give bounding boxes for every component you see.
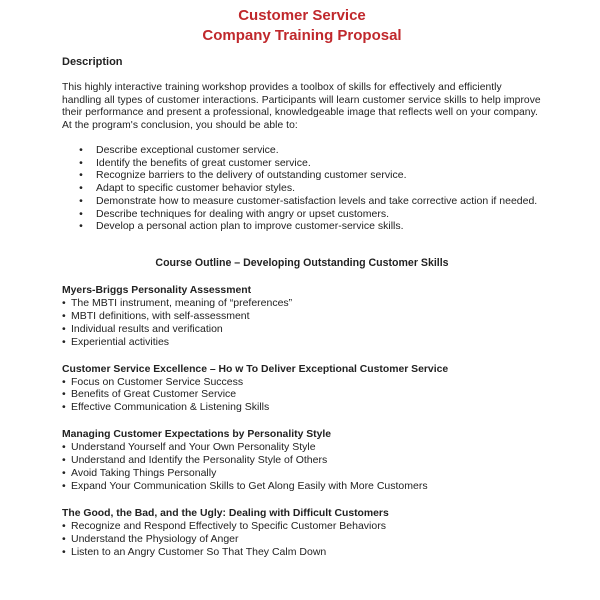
- section-service-excellence: [62, 363, 542, 415]
- objective-text: Develop a personal action plan to improve customer-service skills.: [96, 220, 404, 233]
- bullet-icon: •: [62, 467, 66, 480]
- topic-text: Understand Yourself and Your Own Personality Style: [71, 441, 316, 454]
- bullet-icon: •: [79, 169, 83, 182]
- bullet-icon: •: [62, 335, 66, 348]
- list-item: [62, 480, 542, 493]
- list-item: [62, 310, 542, 323]
- section-topic-list: [62, 520, 542, 559]
- section-topic-list: [62, 441, 542, 493]
- title-line-2: Company Training Proposal: [202, 27, 402, 44]
- topic-text: MBTI definitions, with self-assessment: [71, 309, 250, 322]
- bullet-icon: •: [62, 401, 66, 414]
- topic-text: The MBTI instrument, meaning of “preferences”: [71, 296, 293, 309]
- bullet-icon: •: [62, 454, 66, 467]
- topic-text: Focus on Customer Service Success: [71, 375, 244, 388]
- list-item: [76, 144, 542, 157]
- title-line-1: Customer Service: [238, 7, 366, 24]
- objective-text: Describe exceptional customer service.: [96, 144, 279, 156]
- objective-text: Adapt to specific customer behavior styles.: [96, 182, 296, 195]
- description-heading: Description: [62, 56, 123, 68]
- document-title: [62, 6, 542, 46]
- topic-text: Benefits of Great Customer Service: [71, 388, 237, 401]
- objective-text: Describe techniques for dealing with angry or upset customers.: [96, 207, 389, 220]
- section-managing-expectations: [62, 428, 542, 493]
- list-item: [62, 467, 542, 480]
- list-item: [62, 376, 542, 389]
- bullet-icon: •: [62, 532, 66, 545]
- list-item: [76, 182, 542, 195]
- section-topic-list: [62, 297, 542, 349]
- topic-text: Recognize and Respond Effectively to Specific Customer Behaviors: [71, 519, 386, 532]
- bullet-icon: •: [62, 322, 66, 335]
- section-heading: Myers-Briggs Personality Assessment: [62, 284, 252, 296]
- list-item: [62, 336, 542, 349]
- description-paragraph: This highly interactive training workshop provides a toolbox of skills for effectively and efficiently handling all types of customer interactions. Participants will learn customer service skills to help improve their performance and present a professional, knowledgeable image that reflects well on your company. At the program's conclusion, you should be able to:: [62, 82, 541, 131]
- bullet-icon: •: [79, 194, 83, 207]
- topic-text: Listen to an Angry Customer So That They Calm Down: [71, 545, 327, 558]
- list-item: [62, 388, 542, 401]
- section-myers-briggs: [62, 284, 542, 349]
- list-item: [62, 520, 542, 533]
- bullet-icon: •: [79, 144, 83, 156]
- course-outline-title: Course Outline – Developing Outstanding Customer Skills: [155, 256, 449, 269]
- list-item: [62, 401, 542, 414]
- list-item: [76, 169, 542, 182]
- topic-text: Individual results and verification: [71, 322, 223, 335]
- section-heading: Customer Service Excellence – Ho w To Deliver Exceptional Customer Service: [62, 363, 449, 375]
- list-item: [76, 220, 542, 233]
- bullet-icon: •: [62, 441, 66, 454]
- bullet-icon: •: [62, 309, 66, 322]
- objectives-list: [76, 144, 542, 233]
- topic-text: Understand the Physiology of Anger: [71, 532, 239, 545]
- topic-text: Avoid Taking Things Personally: [71, 467, 217, 480]
- bullet-icon: •: [62, 519, 66, 532]
- section-topic-list: [62, 376, 542, 415]
- objective-text: Demonstrate how to measure customer-satisfaction levels and take corrective action if needed.: [96, 194, 538, 207]
- section-difficult-customers: [62, 507, 542, 559]
- bullet-icon: •: [62, 545, 66, 558]
- list-item: [62, 323, 542, 336]
- bullet-icon: •: [62, 479, 66, 492]
- list-item: [62, 546, 542, 559]
- list-item: [76, 195, 542, 208]
- list-item: [62, 441, 542, 454]
- bullet-icon: •: [79, 156, 83, 169]
- topic-text: Experiential activities: [71, 335, 170, 348]
- topic-text: Effective Communication & Listening Skills: [71, 401, 270, 414]
- topic-text: Understand and Identify the Personality Style of Others: [71, 454, 328, 467]
- section-heading: Managing Customer Expectations by Personality Style: [62, 429, 332, 441]
- list-item: [62, 297, 542, 310]
- list-item: [76, 208, 542, 221]
- bullet-icon: •: [79, 220, 83, 233]
- section-heading: The Good, the Bad, and the Ugly: Dealing with Difficult Customers: [62, 507, 389, 519]
- bullet-icon: •: [62, 388, 66, 401]
- document-page: [62, 0, 542, 559]
- topic-text: Expand Your Communication Skills to Get Along Easily with More Customers: [71, 479, 428, 492]
- bullet-icon: •: [79, 182, 83, 195]
- objective-text: Identify the benefits of great customer service.: [96, 156, 311, 169]
- bullet-icon: •: [79, 207, 83, 220]
- list-item: [62, 454, 542, 467]
- list-item: [62, 533, 542, 546]
- bullet-icon: •: [62, 296, 66, 309]
- list-item: [76, 157, 542, 170]
- objective-text: Recognize barriers to the delivery of outstanding customer service.: [96, 169, 407, 182]
- bullet-icon: •: [62, 375, 66, 388]
